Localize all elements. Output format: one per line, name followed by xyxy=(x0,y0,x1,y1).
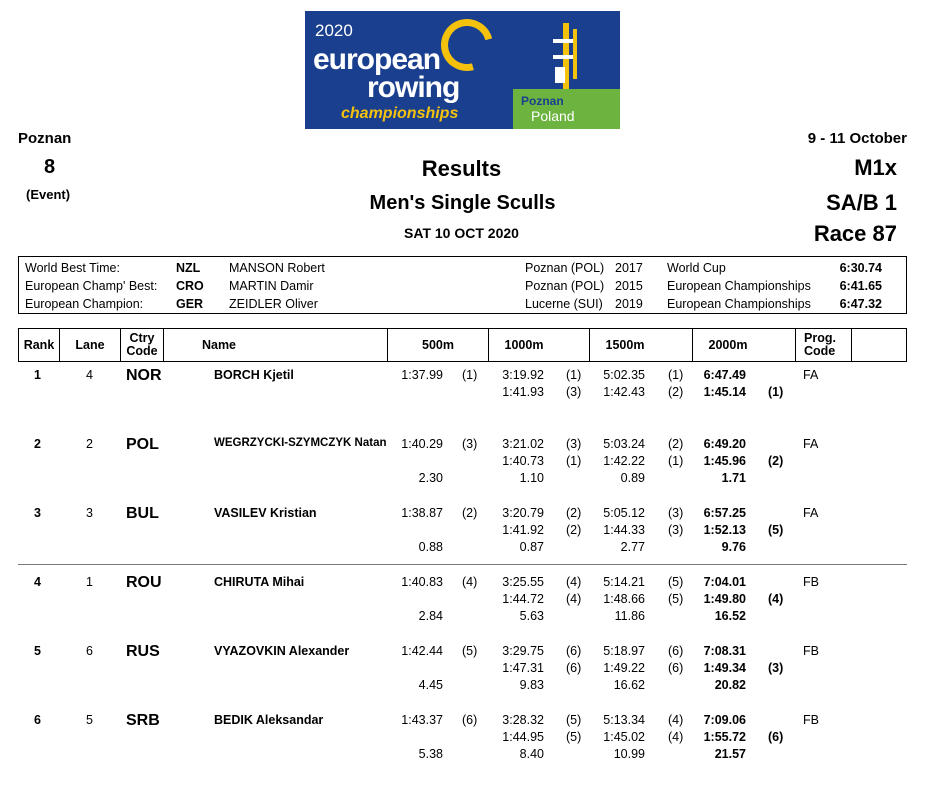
event-code: M1x xyxy=(854,155,897,180)
pos-1000m: (6) xyxy=(566,644,582,658)
race-phase: SA/B 1 xyxy=(826,190,897,215)
event-subtitle-text: Men's Single Sculls xyxy=(369,192,556,214)
race-date-text: SAT 10 OCT 2020 xyxy=(404,225,519,241)
split-pos-1500m: (3) xyxy=(668,523,684,537)
split-pos-2000m: (4) xyxy=(768,592,784,606)
page-title xyxy=(0,156,933,182)
col-1500m: 1500m xyxy=(605,337,645,352)
split-1500m: 1:48.66 xyxy=(603,592,645,606)
prog-code: FA xyxy=(803,506,819,520)
record-year: 2015 xyxy=(615,279,643,293)
time-2000m: 6:47.49 xyxy=(703,368,746,382)
result-row xyxy=(0,506,933,566)
diff-500m: 0.88 xyxy=(418,540,443,554)
pos-500m: (6) xyxy=(462,713,478,727)
record-label: World Best Time: xyxy=(25,261,120,275)
result-row xyxy=(0,575,933,635)
rank: 2 xyxy=(34,437,41,451)
split-1000m: 1:40.73 xyxy=(502,454,544,468)
split-2000m: 1:45.96 xyxy=(703,454,746,468)
split-pos-1000m: (4) xyxy=(566,592,582,606)
final-group-separator xyxy=(18,564,907,565)
results-table-header xyxy=(18,328,907,362)
diff-2000m: 9.76 xyxy=(721,540,746,554)
time-500m: 1:40.29 xyxy=(401,437,443,451)
record-name: MANSON Robert xyxy=(229,261,325,275)
prog-code: FB xyxy=(803,713,819,727)
record-country: NZL xyxy=(176,261,201,275)
diff-1000m: 0.87 xyxy=(519,540,544,554)
split-pos-2000m: (2) xyxy=(768,454,784,468)
col-lane: Lane xyxy=(75,337,105,352)
records-box xyxy=(18,256,907,314)
pos-1500m: (5) xyxy=(668,575,684,589)
diff-1000m: 9.83 xyxy=(519,678,544,692)
record-label: European Champion: xyxy=(25,297,144,311)
split-pos-1000m: (3) xyxy=(566,385,582,399)
record-year: 2019 xyxy=(615,297,643,311)
pos-500m: (2) xyxy=(462,506,478,520)
prog-code: FA xyxy=(803,368,819,382)
split-pos-2000m: (5) xyxy=(768,523,784,537)
col-1000m: 1000m xyxy=(504,337,544,352)
event-logo xyxy=(305,11,620,129)
col-2000m: 2000m xyxy=(708,337,748,352)
time-500m: 1:40.83 xyxy=(401,575,443,589)
time-2000m: 7:08.31 xyxy=(703,644,746,658)
time-2000m: 6:49.20 xyxy=(703,437,746,451)
split-1500m: 1:42.22 xyxy=(603,454,645,468)
rank: 5 xyxy=(34,644,41,658)
pos-1500m: (6) xyxy=(668,644,684,658)
lane: 5 xyxy=(86,713,93,727)
pos-1000m: (3) xyxy=(566,437,582,451)
time-500m: 1:42.44 xyxy=(401,644,443,658)
record-country: GER xyxy=(176,297,204,311)
time-2000m: 6:57.25 xyxy=(703,506,746,520)
split-2000m: 1:49.80 xyxy=(703,592,746,606)
record-place: Poznan (POL) xyxy=(525,261,605,275)
event-label: (Event) xyxy=(26,187,71,202)
venue: Poznan xyxy=(18,130,72,147)
prog-code: FB xyxy=(803,575,819,589)
country-code: RUS xyxy=(126,643,160,660)
time-1500m: 5:14.21 xyxy=(603,575,645,589)
diff-2000m: 21.57 xyxy=(714,747,746,761)
time-1500m: 5:18.97 xyxy=(603,644,645,658)
diff-2000m: 20.82 xyxy=(714,678,746,692)
diff-1500m: 2.77 xyxy=(620,540,645,554)
time-2000m: 7:09.06 xyxy=(703,713,746,727)
logo-city: Poznan xyxy=(521,94,564,108)
diff-500m: 5.38 xyxy=(418,747,443,761)
time-500m: 1:38.87 xyxy=(401,506,443,520)
col-rank: Rank xyxy=(23,337,55,352)
pos-500m: (5) xyxy=(462,644,478,658)
result-row xyxy=(0,644,933,704)
country-code: ROU xyxy=(126,574,162,591)
logo-line-2: rowing xyxy=(367,71,460,104)
pos-500m: (4) xyxy=(462,575,478,589)
split-pos-1500m: (1) xyxy=(668,454,684,468)
rank: 1 xyxy=(34,368,41,382)
diff-500m: 2.30 xyxy=(418,471,443,485)
split-pos-1500m: (6) xyxy=(668,661,684,675)
split-pos-1000m: (2) xyxy=(566,523,582,537)
split-pos-1500m: (2) xyxy=(668,385,684,399)
lane: 1 xyxy=(86,575,93,589)
record-time: 6:30.74 xyxy=(839,261,882,275)
pos-1500m: (1) xyxy=(668,368,684,382)
result-row xyxy=(0,368,933,428)
split-1500m: 1:44.33 xyxy=(603,523,645,537)
time-1000m: 3:20.79 xyxy=(502,506,544,520)
pos-1000m: (2) xyxy=(566,506,582,520)
prog-code: FA xyxy=(803,437,819,451)
record-time: 6:47.32 xyxy=(839,297,882,311)
result-row xyxy=(0,713,933,773)
race-date xyxy=(0,225,933,241)
record-event: World Cup xyxy=(667,261,726,275)
col-name: Name xyxy=(201,337,237,352)
tower-icon xyxy=(545,19,587,91)
result-row xyxy=(0,437,933,497)
split-pos-1500m: (5) xyxy=(668,592,684,606)
prog-code: FB xyxy=(803,644,819,658)
event-subtitle xyxy=(0,192,933,215)
split-1000m: 1:44.95 xyxy=(502,730,544,744)
split-pos-1000m: (1) xyxy=(566,454,582,468)
rank: 6 xyxy=(34,713,41,727)
split-1500m: 1:49.22 xyxy=(603,661,645,675)
country-code: SRB xyxy=(126,712,160,729)
time-1000m: 3:19.92 xyxy=(502,368,544,382)
athlete-name: VYAZOVKIN Alexander xyxy=(214,644,350,658)
pos-500m: (1) xyxy=(462,368,478,382)
record-time: 6:41.65 xyxy=(839,279,882,293)
pos-1000m: (5) xyxy=(566,713,582,727)
split-1500m: 1:45.02 xyxy=(603,730,645,744)
split-pos-1000m: (5) xyxy=(566,730,582,744)
diff-1500m: 10.99 xyxy=(613,747,645,761)
logo-line-3: championships xyxy=(341,105,459,122)
lane: 6 xyxy=(86,644,93,658)
time-1000m: 3:25.55 xyxy=(502,575,544,589)
diff-2000m: 16.52 xyxy=(714,609,746,623)
time-1500m: 5:03.24 xyxy=(603,437,645,451)
split-1000m: 1:44.72 xyxy=(502,592,544,606)
event-number: 8 xyxy=(44,156,56,178)
split-1000m: 1:47.31 xyxy=(502,661,544,675)
page-title-text: Results xyxy=(421,156,502,181)
split-pos-1000m: (6) xyxy=(566,661,582,675)
diff-2000m: 1.71 xyxy=(721,471,746,485)
lane: 4 xyxy=(86,368,93,382)
record-country: CRO xyxy=(176,279,204,293)
time-1000m: 3:21.02 xyxy=(502,437,544,451)
diff-1500m: 0.89 xyxy=(620,471,645,485)
logo-country: Poland xyxy=(531,108,575,124)
diff-1500m: 16.62 xyxy=(613,678,645,692)
record-year: 2017 xyxy=(615,261,643,275)
split-pos-2000m: (3) xyxy=(768,661,784,675)
pos-500m: (3) xyxy=(462,437,478,451)
col-ctry: Ctry Code xyxy=(126,331,158,358)
pos-1500m: (3) xyxy=(668,506,684,520)
col-500m: 500m xyxy=(422,337,454,352)
pos-1000m: (4) xyxy=(566,575,582,589)
pos-1500m: (2) xyxy=(668,437,684,451)
split-1000m: 1:41.92 xyxy=(502,523,544,537)
record-name: ZEIDLER Oliver xyxy=(229,297,318,311)
record-place: Lucerne (SUI) xyxy=(525,297,603,311)
diff-1000m: 1.10 xyxy=(519,471,544,485)
record-place: Poznan (POL) xyxy=(525,279,605,293)
split-pos-2000m: (1) xyxy=(768,385,784,399)
athlete-name: CHIRUTA Mihai xyxy=(214,575,305,589)
race-number: Race 87 xyxy=(813,221,897,246)
diff-500m: 2.84 xyxy=(418,609,443,623)
country-code: NOR xyxy=(126,367,162,384)
time-1500m: 5:05.12 xyxy=(603,506,645,520)
record-label: European Champ' Best: xyxy=(25,279,158,293)
athlete-name: VASILEV Kristian xyxy=(214,506,317,520)
time-500m: 1:37.99 xyxy=(401,368,443,382)
diff-1000m: 5.63 xyxy=(519,609,544,623)
time-1500m: 5:13.34 xyxy=(603,713,645,727)
record-event: European Championships xyxy=(667,297,811,311)
diff-500m: 4.45 xyxy=(418,678,443,692)
col-divider xyxy=(851,329,852,361)
logo-year: 2020 xyxy=(315,21,353,40)
athlete-name: BORCH Kjetil xyxy=(214,368,294,382)
pos-1500m: (4) xyxy=(668,713,684,727)
country-code: BUL xyxy=(126,505,159,522)
lane: 2 xyxy=(86,437,93,451)
time-2000m: 7:04.01 xyxy=(703,575,746,589)
time-1000m: 3:28.32 xyxy=(502,713,544,727)
record-event: European Championships xyxy=(667,279,811,293)
rank: 3 xyxy=(34,506,41,520)
athlete-name: WEGRZYCKI-SZYMCZYK Natan xyxy=(214,437,387,449)
split-1000m: 1:41.93 xyxy=(502,385,544,399)
split-2000m: 1:55.72 xyxy=(703,730,746,744)
col-prog: Prog. Code xyxy=(804,331,836,358)
time-1000m: 3:29.75 xyxy=(502,644,544,658)
split-pos-1500m: (4) xyxy=(668,730,684,744)
dates: 9 - 11 October xyxy=(807,130,907,147)
split-2000m: 1:45.14 xyxy=(703,385,746,399)
diff-1000m: 8.40 xyxy=(519,747,544,761)
logo-line-1: european xyxy=(313,43,441,76)
lane: 3 xyxy=(86,506,93,520)
pos-1000m: (1) xyxy=(566,368,582,382)
athlete-name: BEDIK Aleksandar xyxy=(214,713,324,727)
split-pos-2000m: (6) xyxy=(768,730,784,744)
split-2000m: 1:52.13 xyxy=(703,523,746,537)
split-1500m: 1:42.43 xyxy=(603,385,645,399)
record-name: MARTIN Damir xyxy=(229,279,314,293)
country-code: POL xyxy=(126,436,159,453)
split-2000m: 1:49.34 xyxy=(703,661,746,675)
time-1500m: 5:02.35 xyxy=(603,368,645,382)
time-500m: 1:43.37 xyxy=(401,713,443,727)
diff-1500m: 11.86 xyxy=(614,609,645,623)
rank: 4 xyxy=(34,575,41,589)
